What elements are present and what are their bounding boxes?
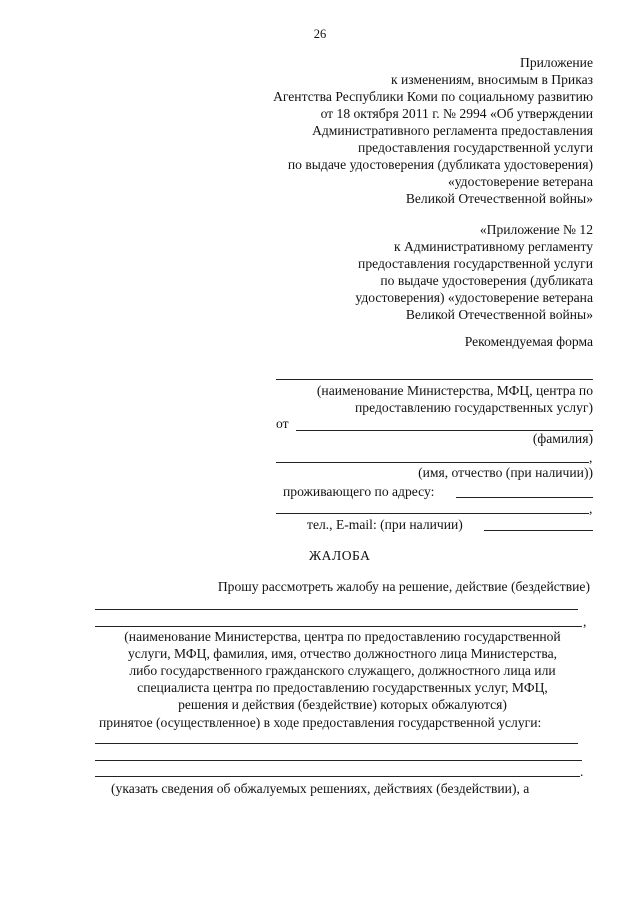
approval-line: Административного регламента предоставления — [312, 123, 593, 138]
appendix-line: «Приложение № 12 — [479, 222, 593, 237]
document-title: ЖАЛОБА — [309, 548, 371, 563]
appendix-line: по выдаче удостоверения (дубликата — [380, 273, 593, 288]
name-blank-line[interactable] — [276, 462, 589, 463]
body-blank-line[interactable] — [95, 760, 582, 761]
body-caption: специалиста центра по предоставлению государственных услуг, МФЦ, — [137, 680, 548, 695]
approval-line: к изменениям, вносимым в Приказ — [391, 72, 593, 87]
appendix-line: Великой Отечественной войны» — [405, 307, 593, 322]
phone-label: тел., E-mail: (при наличии) — [307, 517, 463, 532]
from-label: от — [276, 416, 289, 431]
approval-line: Приложение — [520, 55, 593, 70]
approval-line: по выдаче удостоверения (дубликата удостоверения) — [287, 157, 593, 172]
body-blank-line[interactable] — [95, 743, 578, 744]
appendix-block — [355, 221, 593, 323]
address-label: проживающего по адресу: — [283, 484, 435, 499]
request-line: Прошу рассмотреть жалобу на решение, действие (бездействие) — [217, 579, 590, 594]
body-caption: (наименование Министерства, центра по предоставлению государственной — [124, 629, 561, 644]
approval-line: «удостоверение ветерана — [447, 174, 593, 189]
address-blank-line-2[interactable] — [276, 513, 589, 514]
approval-line: Великой Отечественной войны» — [405, 191, 593, 206]
body-caption: услуги, МФЦ, фамилия, имя, отчество должностного лица Министерства, — [127, 646, 558, 661]
body-caption: решения и действия (бездействие) которых обжалуются) — [178, 697, 507, 712]
comma: , — [583, 614, 587, 629]
body-blank-line[interactable] — [95, 609, 578, 610]
ministry-blank-line[interactable] — [276, 379, 593, 380]
ministry-caption: (наименование Министерства, МФЦ, центра по — [316, 383, 593, 398]
comma: , — [589, 450, 593, 465]
appendix-line: к Административному регламенту — [393, 239, 593, 254]
approval-line: Агентства Республики Коми по социальному развитию — [273, 89, 593, 104]
appendix-line: предоставления государственной услуги — [358, 256, 593, 271]
body-caption: либо государственного гражданского служащего, должностного лица или — [129, 663, 556, 678]
approval-block — [273, 54, 593, 207]
last-caption: (указать сведения об обжалуемых решениях, действиях (бездействии), а — [111, 781, 530, 796]
approval-line: от 18 октября 2011 г. № 2994 «Об утверждении — [320, 106, 593, 121]
body-blank-line[interactable] — [95, 776, 580, 777]
taken-line: принятое (осуществленное) в ходе предоставления государственной услуги: — [99, 715, 542, 730]
address-blank-line[interactable] — [456, 497, 593, 498]
comma: , — [589, 501, 593, 516]
approval-line: предоставления государственной услуги — [358, 140, 593, 155]
appendix-line: удостоверения) «удостоверение ветерана — [355, 290, 593, 305]
phone-blank-line[interactable] — [484, 530, 593, 531]
recommended-form-label: Рекомендуемая форма — [464, 334, 593, 349]
surname-caption: (фамилия) — [532, 431, 593, 446]
name-caption: (имя, отчество (при наличии)) — [418, 465, 593, 480]
page-number: 26 — [313, 27, 327, 41]
period: . — [580, 764, 584, 779]
body-blank-line[interactable] — [95, 626, 582, 627]
ministry-caption: предоставлению государственных услуг) — [355, 400, 593, 415]
